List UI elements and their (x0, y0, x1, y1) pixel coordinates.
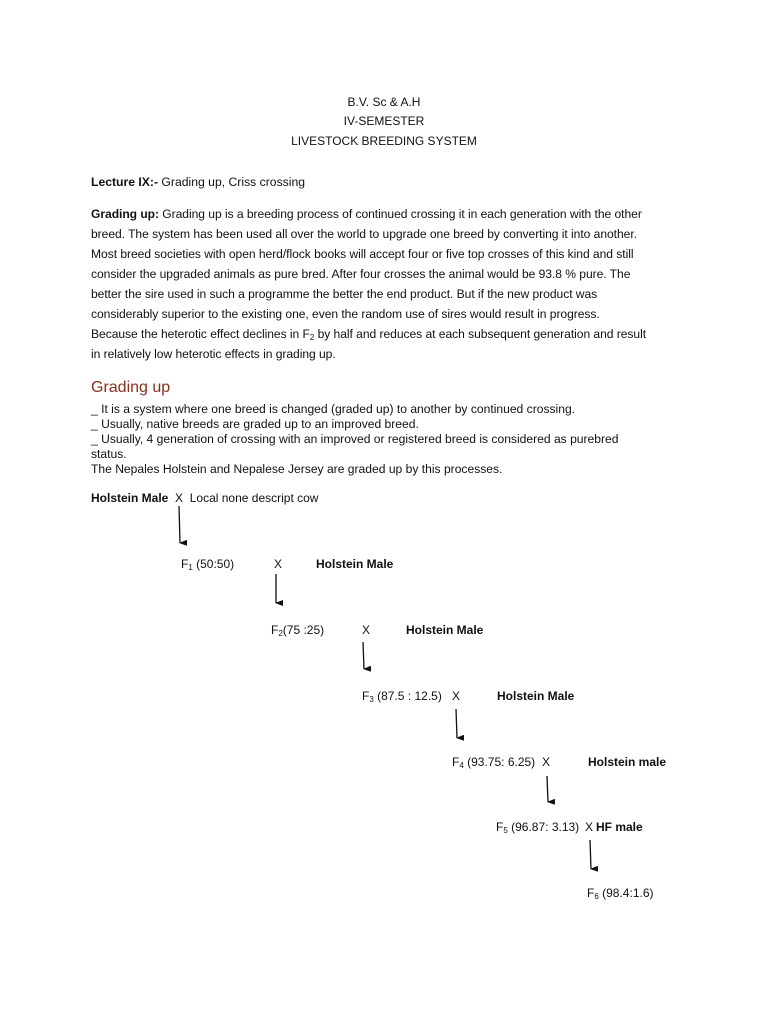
cross-symbol: X (452, 689, 461, 703)
note-line: _ Usually, native breeds are graded up to an improved breed. (91, 417, 419, 431)
grading-up-notes (91, 402, 691, 477)
cross-symbol: X (585, 820, 594, 834)
generation-f6: $F_6$ (98.4:1.6) (587, 886, 654, 901)
generation-f4: $F_4$ (93.75: 6.25) (452, 755, 536, 770)
paragraph-line: Grading up: Grading up is a breeding process of continued crossing it in each generation with the other (91, 207, 642, 221)
paragraph-line: in relatively low heterotic effects in grading up. (91, 347, 336, 361)
note-line: status. (91, 447, 127, 461)
lecture-topic: Grading up, Criss crossing (158, 175, 306, 189)
cross-symbol: X (274, 557, 283, 571)
f2-subscript: 2 (309, 333, 315, 342)
lecture-heading (91, 172, 305, 192)
start-cross (91, 491, 318, 505)
sire-label: Holstein male (588, 755, 667, 769)
down-arrow-icon (363, 642, 364, 669)
cross-symbol: X (175, 491, 184, 505)
note-line: _ Usually, 4 generation of crossing with an improved or registered breed is considered as purebred (91, 432, 619, 446)
section-heading: Grading up (91, 379, 171, 396)
paragraph-line: better the sire used in such a programme the better the end product. But if the new product was (91, 287, 598, 301)
lecture-label: Lecture IX:- (91, 175, 159, 189)
paragraph-line: consider the upgraded animals as pure bred. After four crosses the animal would be 93.8 % pure. The (91, 267, 631, 281)
generation-f1: $F_1$ (50:50) (181, 557, 235, 572)
sire-label: HF male (596, 820, 643, 834)
semester-title: IV-SEMESTER (343, 114, 425, 128)
grading-up-paragraph (91, 204, 691, 364)
sire-label: Holstein Male (497, 689, 575, 703)
generation-f3: $F_3$ (87.5 : 12.5) (362, 689, 442, 704)
generation-f2: $F_2(75$ :25) (271, 623, 325, 638)
down-arrow-icon (456, 709, 457, 738)
down-arrow-icon (179, 506, 180, 543)
sire-label: Holstein Male (316, 557, 394, 571)
paragraph-line: breed. The system has been used all over the world to upgrade one breed by converting it into another. (91, 227, 637, 241)
down-arrow-icon (590, 840, 591, 869)
sire-label: Holstein Male (406, 623, 484, 637)
start-male: Holstein Male (91, 491, 169, 505)
cross-symbol: X (362, 623, 371, 637)
down-arrow-icon (547, 776, 548, 802)
note-line: The Nepales Holstein and Nepalese Jersey are graded up by this processes. (91, 462, 503, 476)
paragraph-term: Grading up: (91, 207, 159, 221)
cross-symbol: X (542, 755, 551, 769)
generation-f5: $F_5$ (96.87: 3.13) (496, 820, 580, 835)
paragraph-line: considerably superior to the existing one, even the random use of sires would result in progress. (91, 307, 600, 321)
paragraph-line: Because the heterotic effect declines in $F_2$ by half and reduces at each subsequent generation and result (91, 327, 647, 342)
note-line: _ It is a system where one breed is changed (graded up) to another by continued crossing. (91, 402, 576, 416)
start-female: Local none descript cow (189, 491, 319, 505)
subject-title: LIVESTOCK BREEDING SYSTEM (291, 134, 477, 148)
paragraph-line: Most breed societies with open herd/flock books will accept four or five top crosses of this kind and still (91, 247, 634, 261)
course-title: B.V. Sc & A.H (347, 95, 421, 109)
